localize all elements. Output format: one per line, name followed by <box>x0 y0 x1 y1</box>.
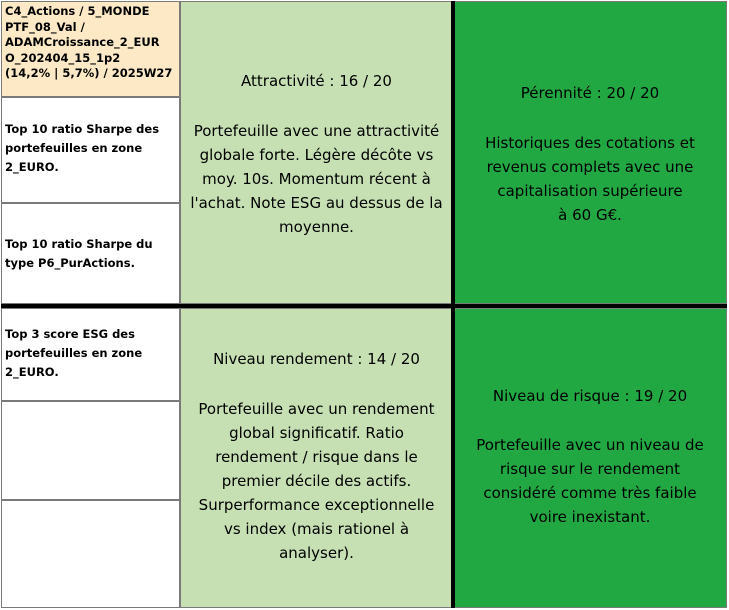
ranking-line: portefeuilles en zone <box>5 346 143 360</box>
ranking-line: portefeuilles en zone <box>5 141 143 155</box>
ranking-line: 2_EURO. <box>5 160 59 174</box>
empty-cell <box>1 401 180 500</box>
description-line: risque sur le rendement <box>499 460 681 478</box>
row-divider <box>1 304 727 308</box>
rendement-card <box>180 308 453 608</box>
ranking-line: type P6_PurActions. <box>5 256 135 270</box>
ranking-line: 2_EURO. <box>5 365 59 379</box>
empty-cell <box>1 500 180 608</box>
risque-description <box>456 433 724 529</box>
perennite-card <box>453 1 727 304</box>
attractivite-description <box>183 119 450 239</box>
ranking-sharpe-zone <box>1 97 180 203</box>
attractivite-card <box>180 1 453 304</box>
description-line: voire inexistant. <box>529 508 651 526</box>
description-line: moy. 10s. Momentum récent à <box>202 170 431 188</box>
description-line: vs index (mais rationel à <box>223 520 410 538</box>
header-line-5: (14,2% | 5,7%) / 2025W27 <box>5 66 173 81</box>
header-line-3: ADAMCroissance_2_EUR <box>5 35 160 50</box>
description-line: globale forte. Légère décôte vs <box>199 146 434 164</box>
header-line-2: PTF_08_Val / <box>5 19 85 34</box>
rendement-description <box>183 397 450 565</box>
description-line: analyser). <box>279 544 354 562</box>
ranking-line: Top 10 ratio Sharpe du <box>5 237 153 251</box>
ranking-line: Top 3 score ESG des <box>5 327 135 341</box>
description-line: Historiques des cotations et <box>485 134 695 152</box>
risque-title: Niveau de risque : 19 / 20 <box>492 387 688 405</box>
perennite-title: Pérennité : 20 / 20 <box>520 84 660 102</box>
portfolio-header <box>1 1 180 97</box>
description-line: revenus complets avec une <box>486 158 694 176</box>
perennite-description <box>456 131 724 227</box>
description-line: moyenne. <box>279 218 354 236</box>
header-line-4: O_202404_15_1p2 <box>5 50 121 65</box>
risque-card <box>453 308 727 608</box>
description-line: Portefeuille avec une attractivité <box>193 122 440 140</box>
description-line: premier décile des actifs. <box>221 472 412 490</box>
description-line: Portefeuille avec un rendement <box>198 400 435 418</box>
header-line-1: C4_Actions / 5_MONDE <box>5 4 150 18</box>
rendement-title: Niveau rendement : 14 / 20 <box>213 350 420 368</box>
description-line: à 60 G€. <box>558 206 622 224</box>
ranking-line: Top 10 ratio Sharpe des <box>5 122 160 136</box>
description-line: considéré comme très faible <box>483 484 697 502</box>
description-line: global significatif. Ratio <box>229 424 404 442</box>
attractivite-title: Attractivité : 16 / 20 <box>241 72 392 90</box>
description-line: capitalisation supérieure <box>497 182 683 200</box>
ranking-esg-zone <box>1 308 180 401</box>
description-line: rendement / risque dans le <box>215 448 418 466</box>
description-line: Portefeuille avec un niveau de <box>476 436 704 454</box>
description-line: l'achat. Note ESG au dessus de la <box>190 194 443 212</box>
description-line: Surperformance exceptionnelle <box>198 496 435 514</box>
ranking-sharpe-type <box>1 203 180 304</box>
